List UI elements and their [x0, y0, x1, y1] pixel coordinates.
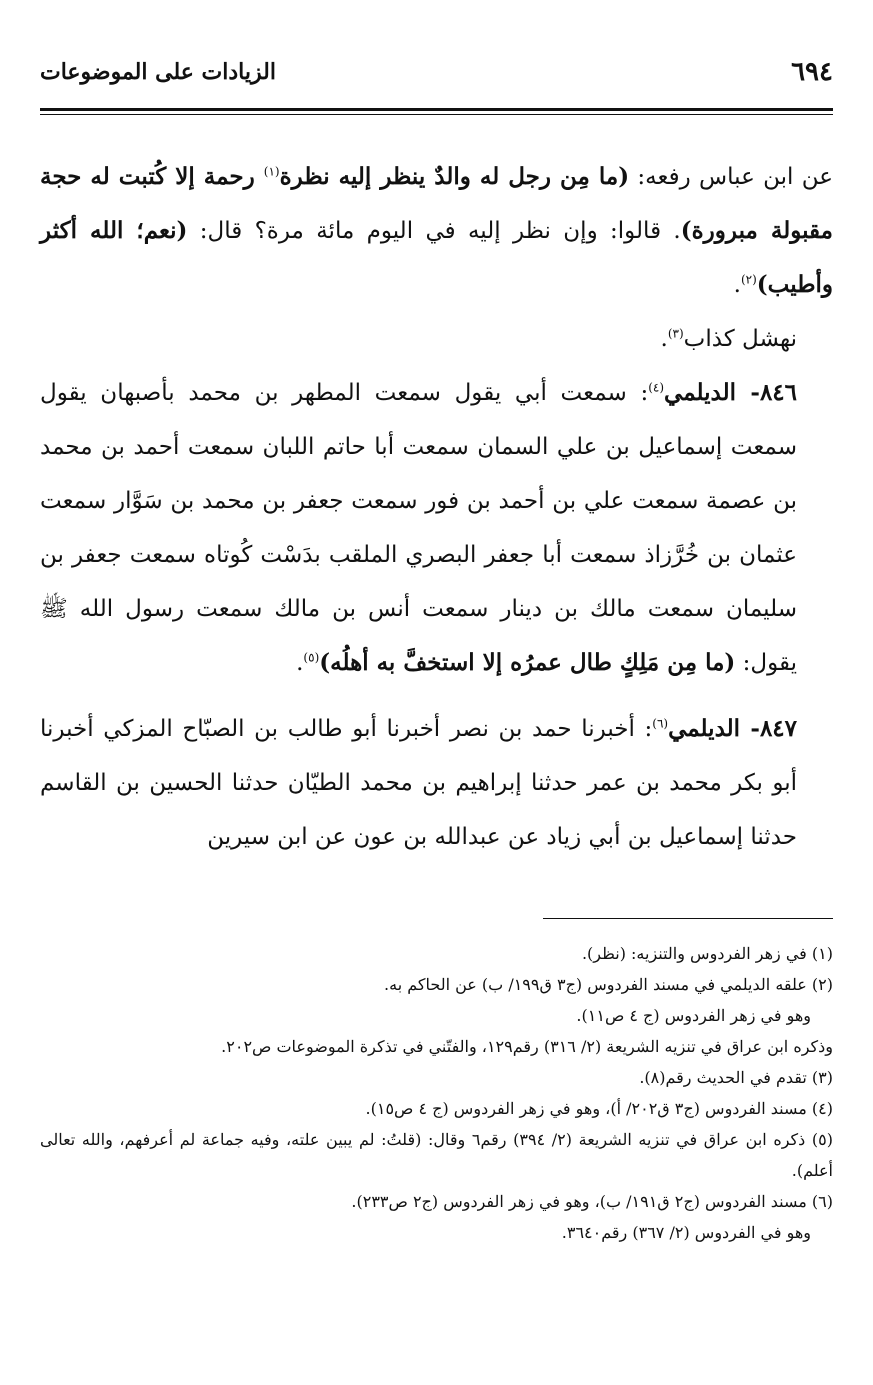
entry-847 — [40, 702, 833, 864]
nahshal-paragraph — [40, 312, 833, 366]
footnote-ref[interactable]: (١) — [263, 164, 280, 179]
footnote-ref[interactable]: (٥) — [303, 650, 320, 665]
entry-source: الديلمي — [664, 379, 737, 406]
page-header — [40, 46, 833, 98]
footnote-2-cont: وهو في زهر الفردوس (ج ٤ ص١١). — [576, 1006, 811, 1025]
running-title: الزيادات على الموضوعات — [40, 59, 276, 85]
punct: . — [733, 272, 741, 298]
footnote-ref[interactable]: (٢) — [740, 272, 757, 287]
page-number: ٦٩٤ — [791, 57, 833, 87]
footnote-5: (٥) ذكره ابن عراق في تنزيه الشريعة (٢/ ٣٩٤) رقم٦ وقال: (قلتُ: لم يبين علته، وفيه جماعة لم أعرفهم، والله تعالى أعلم). — [40, 1130, 833, 1180]
header-rule-thin — [40, 114, 833, 115]
entry-number: ٨٤٧- — [740, 715, 797, 742]
intro-mid: . قالوا: وإن نظر إليه في اليوم مائة مرة؟ قال: — [187, 218, 681, 244]
entry-text: : سمعت أبي يقول سمعت المطهر بن محمد بأصبهان يقول سمعت إسماعيل بن علي السمان سمعت أبا حاتم اللبان سمعت أحمد بن محمد بن عصمة سمعت علي بن أحمد بن فور سمعت جعفر بن محمد بن سَوَّار سمعت عثمان بن خُرَّزاذ سمعت أبا جعفر البصري الملقب بدَسْت كُوتاه سمعت جعفر بن سليمان سمعت مالك بن دينار سمعت أنس بن مالك سمعت رسول الله ﷺ يقول: — [40, 380, 797, 676]
main-text — [40, 150, 833, 864]
entry-text: : أخبرنا حمد بن نصر أخبرنا أبو طالب بن الصبّاح المزكي أخبرنا أبو بكر محمد بن عمر حدثنا إبراهيم بن محمد الطيّان حدثنا الحسين بن القاسم حدثنا إسماعيل بن أبي زياد عن عبدالله بن عون عن ابن سيرين — [40, 716, 797, 850]
hadith-quote-cont: رحمة إلا كُتبت له حجة مقبولة مبرورة) — [40, 163, 833, 244]
footnote-2: (٢) علقه الديلمي في مسند الفردوس (ج٣ ق١٩٩/ ب) عن الحاكم به. — [384, 975, 833, 994]
footnote-1: (١) في زهر الفردوس والتنزيه: (نظر). — [581, 944, 833, 963]
header-rule-thick — [40, 108, 833, 111]
hadith-quote: (ما مِن رجل له والدٌ ينظر إليه نظرة — [279, 163, 630, 190]
footnotes — [40, 938, 833, 1248]
footnote-4: (٤) مسند الفردوس (ج٣ ق٢٠٢/ أ)، وهو في زهر الفردوس (ج ٤ ص١٥). — [365, 1099, 833, 1118]
footnote-2-cont2: وذكره ابن عراق في تنزيه الشريعة (٢/ ٣١٦) رقم١٢٩، والفتّني في تذكرة الموضوعات ص٢٠٢. — [221, 1037, 833, 1056]
footnote-ref[interactable]: (٣) — [667, 326, 684, 341]
footnote-6: (٦) مسند الفردوس (ج٢ ق١٩١/ ب)، وهو في زهر الفردوس (ج٢ ص٢٣٣). — [351, 1192, 833, 1211]
intro-prefix: عن ابن عباس رفعه: — [629, 164, 833, 190]
footnote-ref[interactable]: (٤) — [648, 380, 665, 395]
hadith-answer: (نعم؛ الله أكثر وأطيب) — [40, 217, 833, 298]
paragraph-gap — [40, 690, 833, 702]
footnote-6-cont: وهو في الفردوس (٢/ ٣٦٧) رقم٣٦٤٠. — [561, 1223, 811, 1242]
intro-paragraph — [40, 150, 833, 312]
entry-source: الديلمي — [668, 715, 741, 742]
punct: . — [296, 650, 304, 676]
footnote-ref[interactable]: (٦) — [652, 716, 669, 731]
hadith-quote: (ما مِن مَلِكٍ طال عمرُه إلا استخفَّ به أهلُه) — [319, 649, 736, 676]
nahshal-text: نهشل كذاب — [683, 326, 797, 352]
entry-number: ٨٤٦- — [736, 379, 797, 406]
footnote-separator — [543, 918, 833, 919]
footnote-3: (٣) تقدم في الحديث رقم(٨). — [639, 1068, 833, 1087]
punct: . — [660, 326, 668, 352]
entry-846 — [40, 366, 833, 690]
